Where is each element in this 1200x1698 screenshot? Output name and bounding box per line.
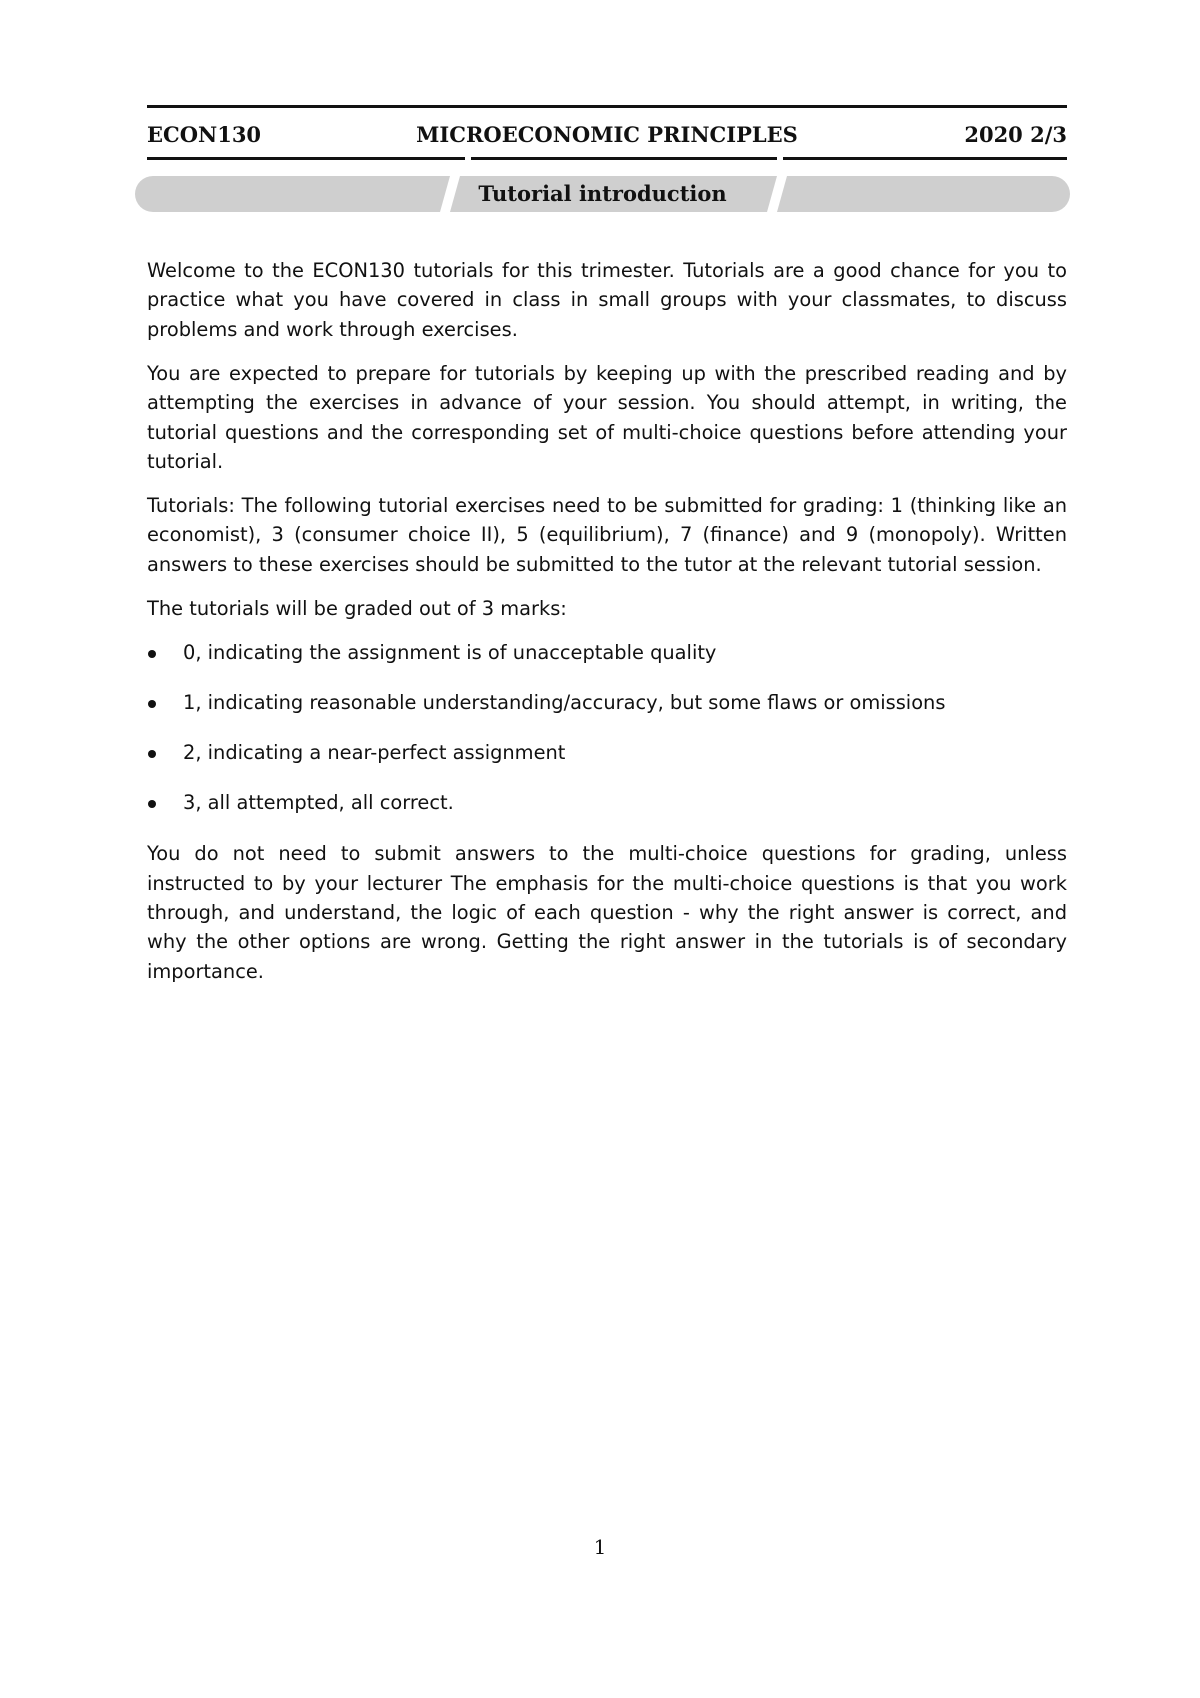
grading-list — [147, 638, 1067, 817]
document-body — [147, 256, 1067, 1001]
intro-paragraph: Welcome to the ECON130 tutorials for this trimester. Tutorials are a good chance for you to practice what you have covered in class in small groups with your classmates, to discuss problems and work through exercises. — [147, 259, 1067, 341]
page-number: 1 — [593, 1535, 607, 1559]
page-header — [147, 118, 1067, 154]
section-title: Tutorial introduction — [478, 181, 727, 206]
list-item — [147, 638, 1067, 667]
list-item-text: 3, all attempted, all correct. — [183, 790, 454, 814]
bullet-icon — [148, 800, 156, 808]
list-item — [147, 738, 1067, 767]
list-item-text: 0, indicating the assignment is of unacceptable quality — [183, 640, 717, 664]
list-item — [147, 688, 1067, 717]
bullet-icon — [148, 750, 156, 758]
closing-paragraph: You do not need to submit answers to the multi-choice questions for grading, unless instructed to by your lecturer The emphasis for the multi-choice questions is that you work through, and understand, the logic of each question - why the right answer is correct, and why the other options are wrong. Getting the right answer in the tutorials is of secondary importance. — [147, 842, 1067, 983]
header-bottom-rule-left — [147, 157, 465, 160]
submission-paragraph: Tutorials: The following tutorial exercises need to be submitted for grading: 1 (thinking like an economist), 3 (consumer choice II), 5 (equilibrium), 7 (finance) and 9 (monopoly). Written answers to these exercises should be submitted to the tutor at the relevant tutorial session. — [147, 494, 1067, 576]
course-title: MICROECONOMIC PRINCIPLES — [416, 122, 798, 147]
bullet-icon — [148, 700, 156, 708]
list-item-text: 2, indicating a near-perfect assignment — [183, 740, 566, 764]
header-bottom-rule-center — [471, 157, 777, 160]
term-label: 2020 2/3 — [964, 122, 1067, 147]
header-top-rule — [147, 105, 1067, 108]
bullet-icon — [148, 650, 156, 658]
list-item — [147, 788, 1067, 817]
list-item-text: 1, indicating reasonable understanding/accuracy, but some flaws or omissions — [183, 690, 946, 714]
grading-intro-paragraph: The tutorials will be graded out of 3 marks: — [147, 596, 567, 620]
section-banner — [135, 176, 1070, 212]
header-bottom-rule-right — [783, 157, 1067, 160]
course-code: ECON130 — [147, 122, 262, 147]
preparation-paragraph: You are expected to prepare for tutorials by keeping up with the prescribed reading and by attempting the exercises in advance of your session. You should attempt, in writing, the tutorial questions and the corresponding set of multi-choice questions before attending your tutorial. — [147, 361, 1067, 474]
